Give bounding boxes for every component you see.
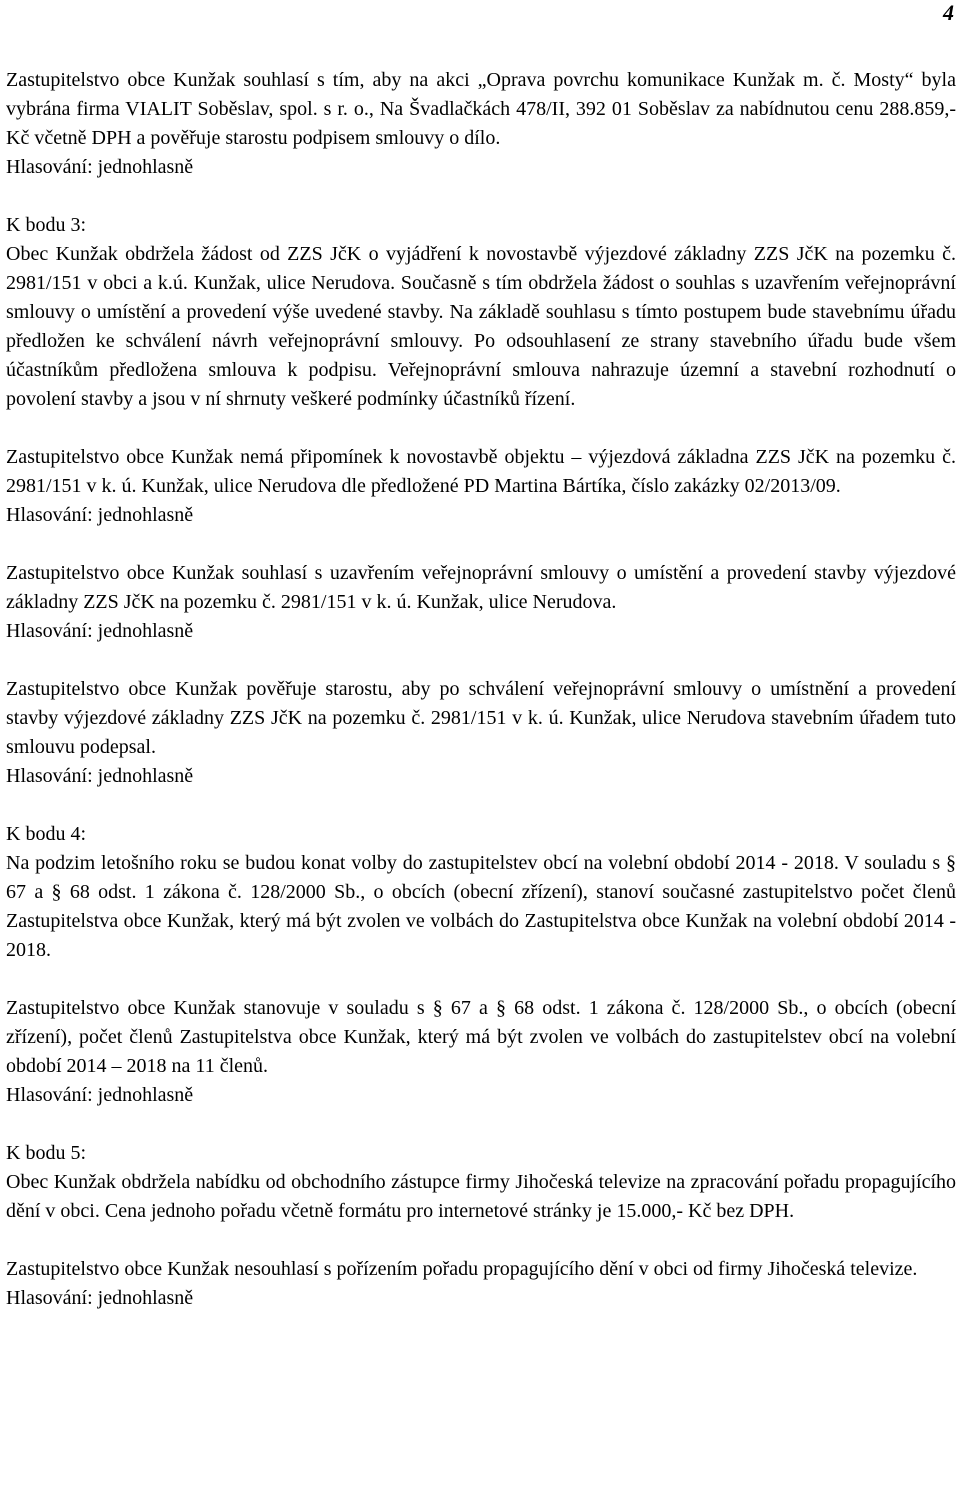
section-heading-point-5: K bodu 5:: [6, 1142, 86, 1164]
spacer: [6, 791, 956, 820]
paragraph-contract-consent: Zastupitelstvo obce Kunžak souhlasí s uzavřením veřejnoprávní smlouvy o umístění a provedení stavby výjezdové základny ZZS JčK na pozemku č. 2981/151 v k. ú. Kunžak, ulice Nerudova.: [6, 562, 956, 613]
paragraph-road-repair-contract: Zastupitelstvo obce Kunžak souhlasí s tím, aby na akci „Oprava povrchu komunikace Kunžak m. č. Mosty“ byla vybrána firma VIALIT Soběslav, spol. s r. o., Na Švadlačkách 478/II, 392 01 Soběslav za nabídnutou cenu 288.859,- Kč včetně DPH a pověřuje starostu podpisem smlouvy o dílo.: [6, 69, 956, 149]
page-number: 4: [943, 0, 954, 25]
spacer: [6, 414, 956, 443]
section-heading-point-4: K bodu 4:: [6, 823, 86, 845]
spacer: [6, 1110, 956, 1139]
vote-result: Hlasování: jednohlasně: [6, 156, 194, 178]
paragraph-tv-offer: Obec Kunžak obdržela nabídku od obchodního zástupce firmy Jihočeská televize na zpracování pořadu propagujícího dění v obci. Cena jednoho pořadu včetně formátu pro internetové stránky je 15.000,- Kč bez DPH.: [6, 1171, 956, 1222]
spacer: [6, 646, 956, 675]
paragraph-no-objections: Zastupitelstvo obce Kunžak nemá připomínek k novostavbě objektu – výjezdová základna ZZS JčK na pozemku č. 2981/151 v k. ú. Kunžak, ulice Nerudova dle předložené PD Martina Bártíka, číslo zakázky 02/2013/09.: [6, 446, 956, 497]
spacer: [6, 182, 956, 211]
vote-result: Hlasování: jednohlasně: [6, 1084, 194, 1106]
paragraph-mayor-authorization: Zastupitelstvo obce Kunžak pověřuje starostu, aby po schválení veřejnoprávní smlouvy o umístnění a provedení stavby výjezdové základny ZZS JčK na pozemku č. 2981/151 v k. ú. Kunžak, ulice Nerudova stavebním úřadem tuto smlouvu podepsal.: [6, 678, 956, 758]
vote-result: Hlasování: jednohlasně: [6, 1287, 194, 1309]
vote-result: Hlasování: jednohlasně: [6, 765, 194, 787]
paragraph-zzs-request: Obec Kunžak obdržela žádost od ZZS JčK o vyjádření k novostavbě výjezdové základny ZZS JčK na pozemku č. 2981/151 v obci a k.ú. Kunžak, ulice Nerudova. Současně s tím obdržela žádost o souhlas s uzavřením veřejnoprávní smlouvy o umístění a provedení výše uvedené stavby. Na základě souhlasu s tímto postupem bude stavebnímu úřadu předložen ke schválení návrh veřejnoprávní smlouvy. Po odsouhlasení ze strany stavebního úřadu bude všem účastníkům předložena smlouva k podpisu. Veřejnoprávní smlouva nahrazuje územní a stavební rozhodnutí o povolení stavby a jsou v ní shrnuty veškeré podmínky účastníků řízení.: [6, 243, 956, 410]
paragraph-tv-rejection: Zastupitelstvo obce Kunžak nesouhlasí s pořízením pořadu propagujícího dění v obci od firmy Jihočeská televize.: [6, 1258, 918, 1280]
spacer: [6, 1226, 956, 1255]
section-heading-point-3: K bodu 3:: [6, 214, 86, 236]
vote-result: Hlasování: jednohlasně: [6, 620, 194, 642]
paragraph-council-size: Zastupitelstvo obce Kunžak stanovuje v souladu s § 67 a § 68 odst. 1 zákona č. 128/2000 Sb., o obcích (obecní zřízení), počet členů Zastupitelstva obce Kunžak, který má být zvolen ve volbách do zastupitelstev obcí na volební období 2014 – 2018 na 11 členů.: [6, 997, 956, 1077]
document-body: [6, 66, 956, 1313]
vote-result: Hlasování: jednohlasně: [6, 504, 194, 526]
spacer: [6, 965, 956, 994]
paragraph-elections-info: Na podzim letošního roku se budou konat volby do zastupitelstev obcí na volební období 2014 - 2018. V souladu s § 67 a § 68 odst. 1 zákona č. 128/2000 Sb., o obcích (obecní zřízení), stanoví současné zastupitelstvo počet členů Zastupitelstva obce Kunžak, který má být zvolen ve volbách do Zastupitelstva obce Kunžak na volební období 2014 - 2018.: [6, 852, 956, 961]
spacer: [6, 530, 956, 559]
